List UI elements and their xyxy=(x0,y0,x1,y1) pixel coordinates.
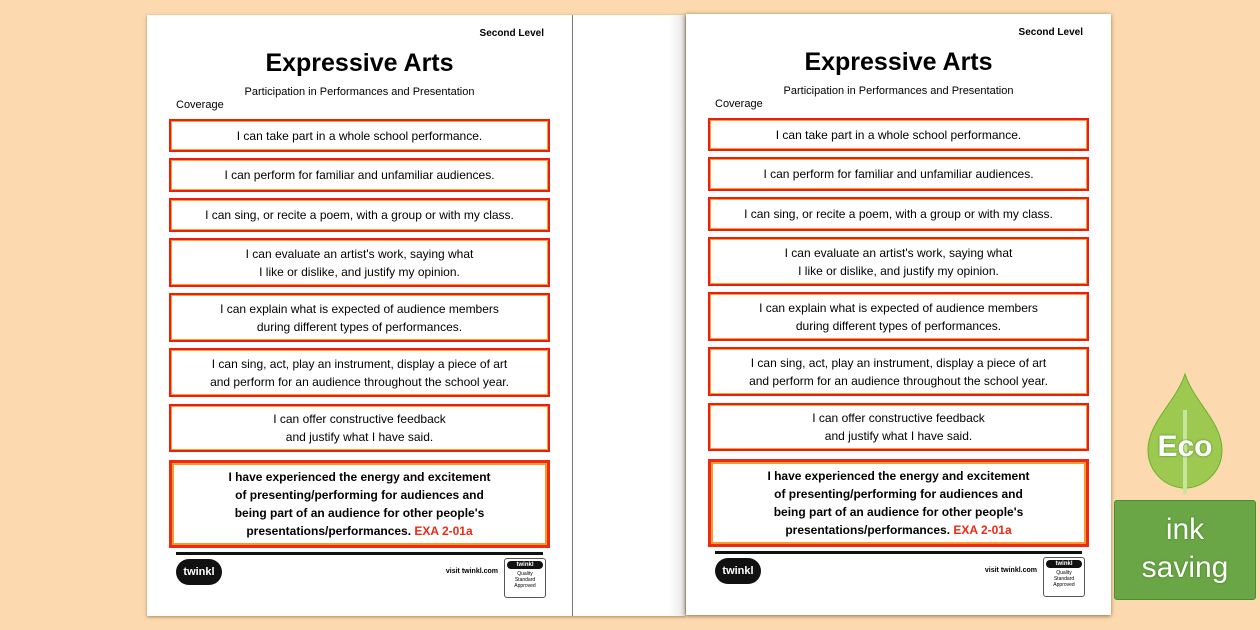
statement-box: I can take part in a whole school performance. xyxy=(708,118,1089,151)
page-fold xyxy=(572,15,573,616)
outcome-code: EXA 2-01a xyxy=(414,524,473,538)
outcome-code: EXA 2-01a xyxy=(953,523,1012,537)
statement-box: I can take part in a whole school performance. xyxy=(169,119,550,152)
ink-saving-banner xyxy=(1114,500,1256,600)
statement-box: I can perform for familiar and unfamiliar audiences. xyxy=(169,158,550,192)
outcome-box xyxy=(708,459,1089,547)
statement-box: I can sing, act, play an instrument, display a piece of art and perform for an audience throughout the school year. xyxy=(169,348,550,397)
eco-label: Eco xyxy=(1157,430,1213,463)
statement-box: I can evaluate an artist's work, saying what I like or dislike, and justify my opinion. xyxy=(708,237,1089,286)
coverage-label: Coverage xyxy=(715,98,763,110)
page-subtitle: Participation in Performances and Presentation xyxy=(244,86,475,98)
footer-rule xyxy=(715,551,1082,554)
level-label: Second Level xyxy=(1018,27,1083,38)
footer-rule xyxy=(176,552,543,555)
page-title: Expressive Arts xyxy=(265,49,454,77)
coverage-label: Coverage xyxy=(176,99,224,111)
outcome-text xyxy=(228,468,490,540)
back-page xyxy=(573,15,685,616)
twinkl-logo: twinkl xyxy=(176,559,222,585)
level-label: Second Level xyxy=(479,28,544,39)
visit-link[interactable]: visit twinkl.com xyxy=(445,568,498,575)
statement-box: I can offer constructive feedback and justify what I have said. xyxy=(169,404,550,452)
statement-box: I can offer constructive feedback and justify what I have said. xyxy=(708,403,1089,451)
quality-badge-text: Quality Standard Approved xyxy=(514,571,536,589)
quality-badge xyxy=(504,558,546,598)
ink-saving-label: ink saving xyxy=(1141,513,1229,584)
statement-box: I can explain what is expected of audience members during different types of performances. xyxy=(169,293,550,342)
page-subtitle: Participation in Performances and Presentation xyxy=(783,85,1014,97)
quality-badge-text: Quality Standard Approved xyxy=(1053,570,1075,588)
quality-badge xyxy=(1043,557,1085,597)
page-left xyxy=(147,15,572,616)
twinkl-logo: twinkl xyxy=(715,558,761,584)
statement-box: I can perform for familiar and unfamiliar audiences. xyxy=(708,157,1089,191)
statement-box: I can sing, act, play an instrument, display a piece of art and perform for an audience throughout the school year. xyxy=(708,347,1089,396)
outcome-statement: I have experienced the energy and excitement of presenting/performing for audiences and being part of an audience for other people's presentations/performances. xyxy=(228,470,491,538)
outcome-statement: I have experienced the energy and excitement of presenting/performing for audiences and being part of an audience for other people's presentations/performances. xyxy=(767,469,1030,537)
statement-box: I can explain what is expected of audience members during different types of performances. xyxy=(708,292,1089,341)
statement-box: I can sing, or recite a poem, with a group or with my class. xyxy=(708,197,1089,231)
visit-link[interactable]: visit twinkl.com xyxy=(984,567,1037,574)
page-title: Expressive Arts xyxy=(804,48,993,76)
quality-badge-logo: twinkl xyxy=(1046,560,1082,568)
outcome-box xyxy=(169,460,550,548)
statement-box: I can evaluate an artist's work, saying what I like or dislike, and justify my opinion. xyxy=(169,238,550,287)
outcome-text xyxy=(767,467,1029,539)
page-right xyxy=(686,14,1111,615)
statement-box: I can sing, or recite a poem, with a group or with my class. xyxy=(169,198,550,232)
quality-badge-logo: twinkl xyxy=(507,561,543,569)
